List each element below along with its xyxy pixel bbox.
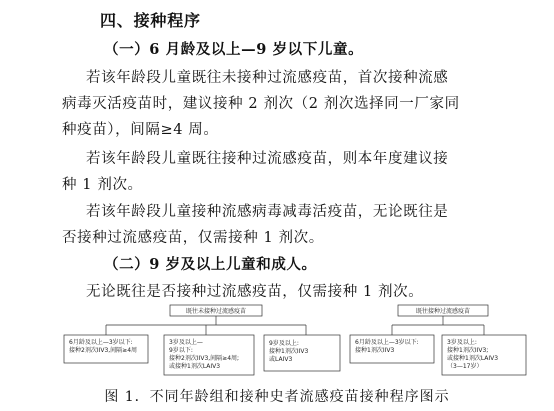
- right-box-3plus-line: 3岁及以上:: [447, 339, 477, 346]
- left-box-9plus-line: 或LAIV3: [269, 356, 293, 363]
- right-box-3plus-line: 接种1剂次IIV3;: [447, 347, 489, 354]
- subsection-title-2: （二）9 岁及以上儿童和成人。: [104, 256, 317, 273]
- left-box-3to9-line: 3岁及以上—: [169, 339, 203, 346]
- left-root-label: 既往未接种过流感疫苗: [185, 308, 247, 315]
- left-box-3to9-line: 9岁以下:: [169, 347, 193, 354]
- left-box-3to9-line: 或接种1剂次LAIV3: [169, 363, 221, 370]
- subsection-title-1: （一）6 月龄及以上—9 岁以下儿童。: [104, 41, 364, 58]
- right-box-3plus-line: 或接种1剂次LAIV3: [447, 355, 499, 362]
- paragraph-2-line-1: 若该年龄段儿童既往接种过流感疫苗，则本年度建议接: [86, 151, 449, 167]
- right-root-label: 既往接种过流感疫苗: [415, 308, 471, 315]
- left-tree: [64, 305, 340, 375]
- figure-caption: 图 1．不同年龄组和接种史者流感疫苗接种程序图示: [104, 389, 450, 405]
- paragraph-1-line-2: 病毒灭活疫苗时，建议接种 2 剂次（2 剂次选择同一厂家同: [62, 96, 460, 112]
- right-box-under3-line: 接种1剂次IIV3: [355, 347, 395, 354]
- paragraph-3-line-1: 若该年龄段儿童接种流感病毒减毒活疫苗，无论既往是: [86, 204, 449, 220]
- right-box-3plus-line: （3—17岁）: [447, 363, 483, 370]
- left-box-3to9-line: 接种2剂次IIV3,间隔≥4周;: [169, 355, 240, 362]
- paragraph-2-line-2: 种 1 剂次。: [62, 177, 143, 193]
- left-box-under3-line: 6月龄及以上—3岁以下:: [69, 339, 133, 346]
- vaccination-flow-diagram: [0, 303, 554, 381]
- section-heading: 四、接种程序: [100, 11, 201, 30]
- left-box-under3-line: 接种2剂次IIV3,间隔≥4周: [69, 347, 138, 354]
- left-box-9plus-line: 接种1剂次IIV3: [269, 348, 309, 355]
- paragraph-1-line-3: 种疫苗），间隔≥4 周。: [62, 122, 219, 138]
- right-box-under3-line: 6月龄及以上—3岁以下:: [355, 339, 419, 346]
- right-tree: [350, 305, 526, 375]
- left-box-9plus-line: 9岁及以上:: [269, 340, 299, 347]
- paragraph-4-line-1: 无论既往是否接种过流感疫苗，仅需接种 1 剂次。: [86, 284, 424, 300]
- paragraph-1-line-1: 若该年龄段儿童既往未接种过流感疫苗，首次接种流感: [86, 70, 449, 86]
- paragraph-3-line-2: 否接种过流感疫苗，仅需接种 1 剂次。: [62, 230, 324, 246]
